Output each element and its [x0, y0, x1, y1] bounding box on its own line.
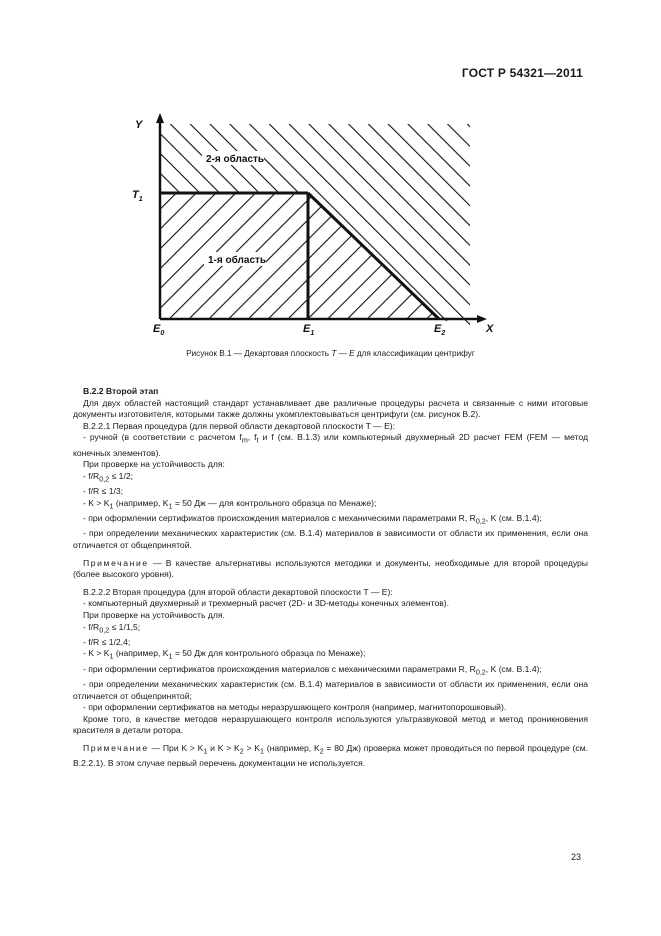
y-axis-arrow: [156, 113, 164, 123]
t1-tick-label: $T_1$: [132, 189, 143, 203]
page-number: 23: [570, 852, 581, 862]
list-item: - f/R ≤ 1/2,4;: [83, 636, 131, 647]
y-axis-label: Y: [135, 119, 143, 131]
list-item: - $f/R_{0,2} \le 1/2$;: [83, 470, 134, 484]
list-item: - при оформлении сертификатов происхождения материалов с механическими параметрами R, $R_{0,2}$, K (см. В.1.4);: [83, 513, 542, 526]
list-item: - при определении механических характеристик (см. В.1.4) материалов в зависимости от области их применения, если она отличается от общепринятой.: [73, 528, 588, 550]
e2-tick-label: $E_2$: [434, 323, 446, 337]
paragraph: При проверке на устойчивость для.: [83, 609, 225, 620]
e0-tick-label: $E_0$: [153, 323, 165, 337]
region-2-label: 2-я область: [206, 154, 265, 165]
x-axis-arrow: [477, 315, 487, 323]
subsection-heading: В.2.2.1 Первая процедура (для первой области декартовой плоскости T — E):: [83, 420, 396, 431]
list-item: - при оформлении сертификатов на методы неразрушающего контроля (например, магнитопорошковый).: [83, 702, 507, 713]
body-text: [73, 386, 588, 770]
list-item: - f/R ≤ 1/3;: [83, 486, 124, 497]
list-item: - при оформлении сертификатов происхождения материалов с механическими параметрами R, $R_{0,2}$, K (см. В.1.4);: [83, 663, 542, 677]
subsection-heading: В.2.2.2 Вторая процедура (для второй области декартовой плоскости T — E):: [83, 586, 393, 597]
list-item: - при определении механических характеристик (см. В.1.4) материалов в зависимости от области их применения, если она отличается от общепринятой;: [73, 679, 588, 701]
section-heading: В.2.2 Второй этап: [83, 386, 159, 396]
document-id: ГОСТ Р 54321—2011: [461, 66, 583, 80]
paragraph: При проверке на устойчивость для:: [83, 459, 225, 470]
note: Примечание — При $K > K_1$ и $K > K_2 > K_1$ (например, $K_2 = 80$ Дж) проверка может проводиться по первой процедуре (см. В.2.2.1). В этом случае первый перечень документации не используется.: [73, 743, 589, 769]
paragraph: Для двух областей настоящий стандарт устанавливает две различные процедуры расчета и связанные с ними итоговые документы изготовителя, которыми также должны укомплектовываться центрифуги (см. рисунок В.2).: [73, 397, 588, 420]
figure-caption: Рисунок В.1 — Декартовая плоскость T — E для классификации центрифуг: [186, 349, 475, 358]
paragraph: - ручной (в соответствии с расчетом $f_m$, $f_t$ и f (см. В.1.3) или компьютерный двухмерный 2D расчет FEM (FEM — метод конечных элементов).: [73, 432, 588, 458]
x-axis-label: X: [486, 323, 494, 335]
list-item: - $K > K_1$ (например, $K_1 = 50$ Дж — для контрольного образца по Менаже);: [83, 497, 377, 511]
list-item: - $f/R_{0,2} \le 1/1,5$;: [83, 621, 141, 635]
e1-tick-label: $E_1$: [303, 323, 315, 337]
list-item: - $K > K_1$ (например, $K_1 = 50$ Дж для контрольного образца по Менаже);: [83, 648, 366, 662]
note: Примечание — В качестве альтернативы используются методики и документы, необходимые для второй процедуры (более высокого уровня).: [73, 557, 588, 580]
paragraph: Кроме того, в качестве методов неразрушающего контроля используются ультразвуковой метод и метод проникновения красителя в детали ротора.: [73, 713, 588, 736]
region-1-label: 1-я область: [208, 255, 267, 266]
t-e-diagram: [118, 112, 498, 337]
list-item: - компьютерный двухмерный и трехмерный расчет (2D- и 3D-методы конечных элементов).: [83, 598, 450, 609]
